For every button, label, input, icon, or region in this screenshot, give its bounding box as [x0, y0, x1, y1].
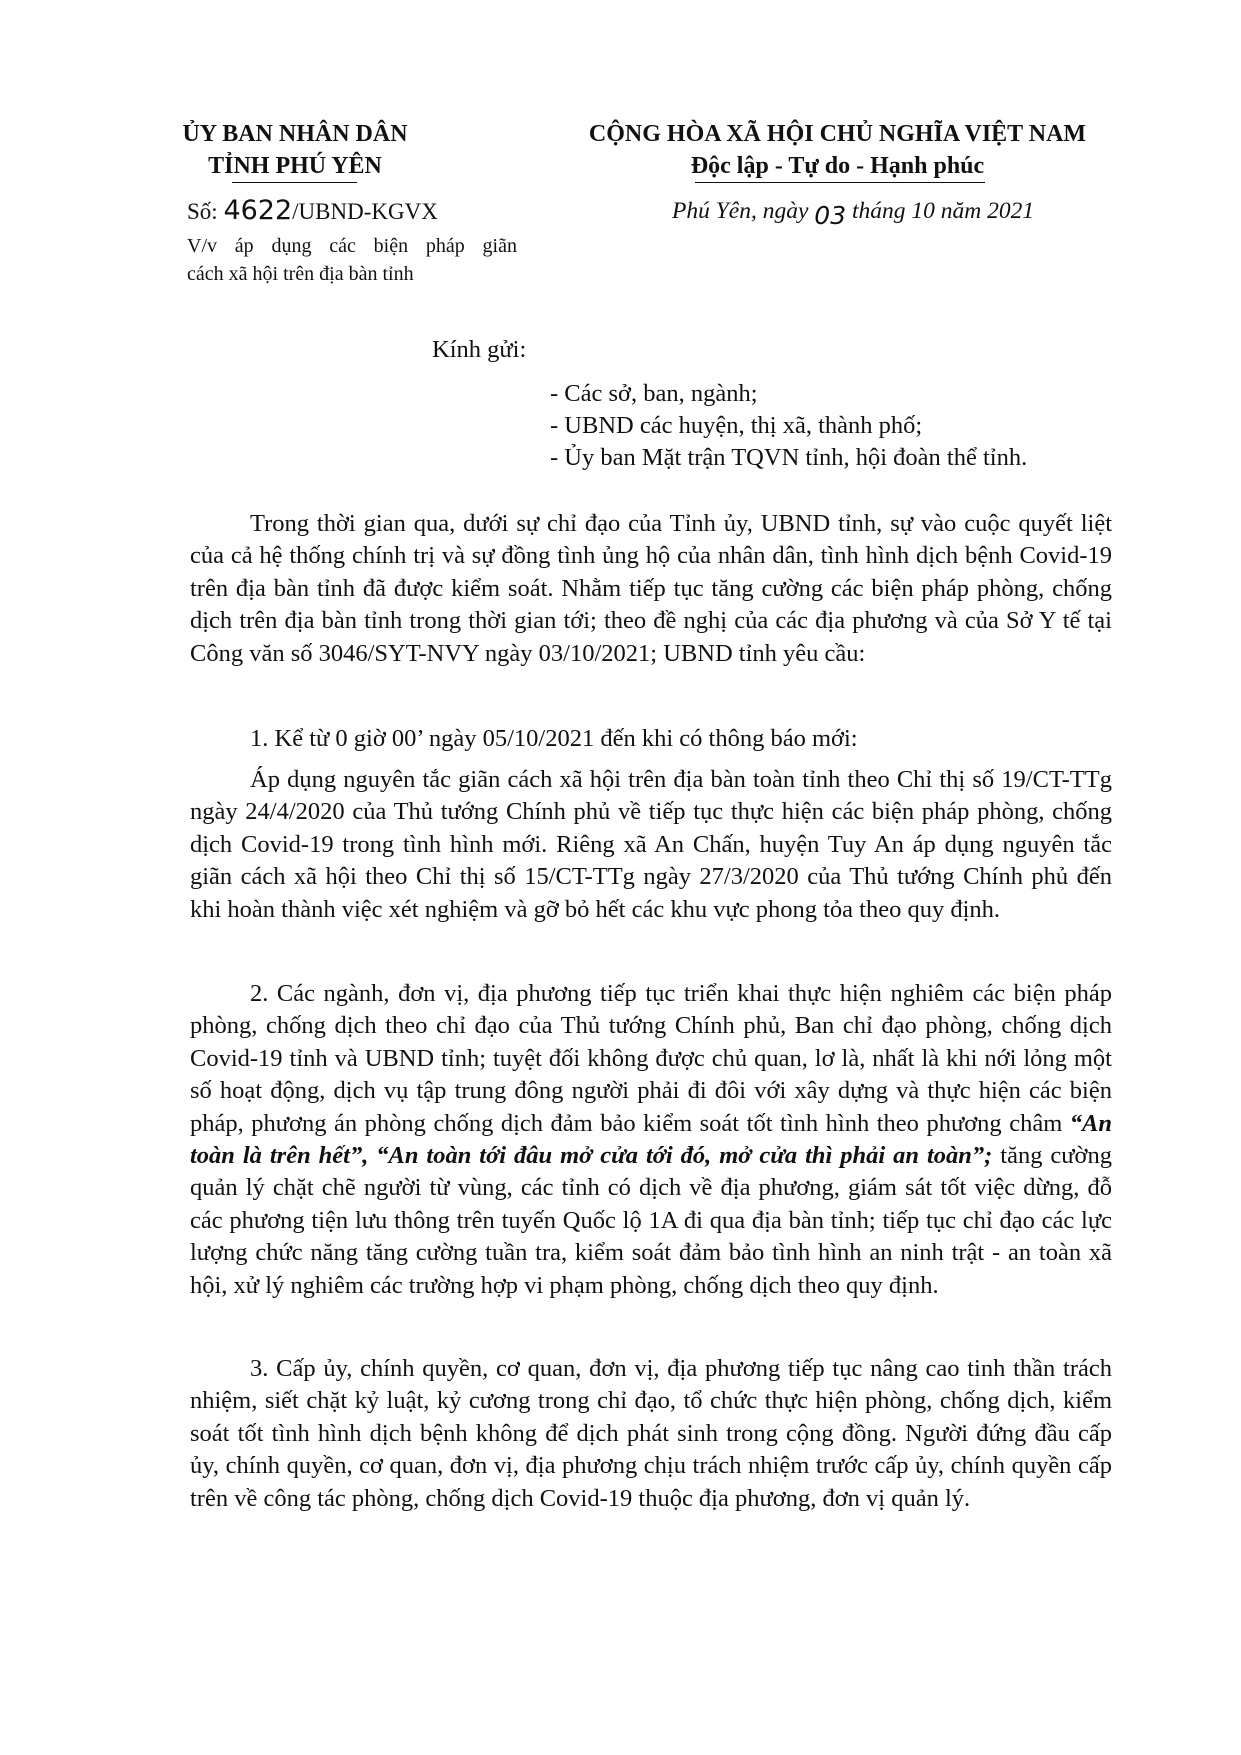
doc-number-value: 4622 [223, 195, 293, 226]
subject-line-1: V/v áp dụng các biện pháp giãn [187, 235, 517, 257]
date-day: 03 [814, 201, 847, 230]
item-2-text-end: tăng cường quản lý chặt chẽ người từ vùng, các tỉnh có dịch về địa phương, giám sát tốt việc dừng, đỗ các phương tiện lưu thông trên tuyến Quốc lộ 1A đi qua địa bàn tỉnh; tiếp tục chỉ đạo các lực lượng chức năng tăng cường tuần tra, kiểm soát đảm bảo tình hình an ninh trật - an toàn xã hội, xử lý nghiêm các trường hợp vi phạm phòng, chống dịch theo quy định. [190, 1142, 1113, 1299]
document-number [187, 196, 438, 227]
recipients-label: Kính gửi: [432, 336, 527, 363]
doc-number-prefix: Số: [187, 199, 218, 224]
national-title: CỘNG HÒA XÃ HỘI CHỦ NGHĨA VIỆT NAM [588, 121, 1087, 147]
document-subject-2 [187, 260, 517, 288]
item-2-text-start: 2. Các ngành, đơn vị, địa phương tiếp tục triển khai thực hiện nghiêm các biện pháp phòng, chống dịch theo chỉ đạo của Thủ tướng Chính phủ, Ban chỉ đạo phòng, chống dịch Covid-19 tỉnh và UBND tỉnh; tuyệt đối không được chủ quan, lơ là, nhất là khi nới lỏng một số hoạt động, dịch vụ tập trung đông người phải đi đôi với xây dựng và thực hiện các biện pháp, phương án phòng chống dịch đảm bảo kiểm soát tốt tình hình theo phương châm [190, 980, 1112, 1137]
issuer-header [150, 118, 440, 182]
document-subject [187, 232, 517, 260]
issuer-underline [232, 182, 357, 183]
item-2-motto: “An toàn là trên hết”, “An toàn tới đâu mở cửa tới đó, mở cửa thì phải an toàn”; [190, 1109, 1113, 1170]
item-1-paragraph: Áp dụng nguyên tắc giãn cách xã hội trên địa bàn toàn tỉnh theo Chỉ thị số 19/CT-TTg ngày 24/4/2020 của Thủ tướng Chính phủ về tiếp tục thực hiện các biện pháp phòng, chống dịch Covid-19 trong tình hình mới. Riêng xã An Chấn, huyện Tuy An áp dụng nguyên tắc giãn cách xã hội theo Chỉ thị số 15/CT-TTg ngày 27/3/2020 của Thủ tướng Chính phủ đến khi hoàn thành việc xét nghiệm và gỡ bỏ hết các khu vực phong tỏa theo quy định. [190, 766, 1112, 923]
recipient-item: - Ủy ban Mặt trận TQVN tỉnh, hội đoàn thể tỉnh. [550, 444, 1028, 471]
recipients-list [550, 378, 1150, 474]
item-1-heading: 1. Kể từ 0 giờ 00’ ngày 05/10/2021 đến khi có thông báo mới: [250, 725, 858, 752]
issuer-line-1: ỦY BAN NHÂN DÂN [182, 121, 408, 147]
date-prefix: Phú Yên, ngày [672, 198, 809, 224]
motto-underline [695, 182, 985, 183]
recipient-item: - Các sở, ban, ngành; [550, 380, 758, 407]
item-3-paragraph: 3. Cấp ủy, chính quyền, cơ quan, đơn vị, địa phương tiếp tục nâng cao tinh thần trách nhiệm, siết chặt kỷ luật, kỷ cương trong chỉ đạo, tổ chức thực hiện phòng, chống dịch, kiểm soát tốt tình hình dịch bệnh không để dịch phát sinh trong cộng đồng. Người đứng đầu cấp ủy, chính quyền, cơ quan, đơn vị, địa phương chịu trách nhiệm trước cấp ủy, chính quyền cấp trên về công tác phòng, chống dịch Covid-19 thuộc địa phương, đơn vị quản lý. [190, 1355, 1112, 1512]
intro-paragraph: Trong thời gian qua, dưới sự chỉ đạo của Tỉnh ủy, UBND tỉnh, sự vào cuộc quyết liệt của cả hệ thống chính trị và sự đồng tình ủng hộ của nhân dân, tình hình dịch bệnh Covid-19 trên địa bàn tỉnh đã được kiểm soát. Nhằm tiếp tục tăng cường các biện pháp phòng, chống dịch trên địa bàn tỉnh trong thời gian tới; theo đề nghị của các địa phương và của Sở Y tế tại Công văn số 3046/SYT-NVY ngày 03/10/2021; UBND tỉnh yêu cầu: [190, 510, 1112, 667]
doc-number-suffix: /UBND-KGVX [292, 199, 438, 224]
national-motto: Độc lập - Tự do - Hạnh phúc [690, 153, 985, 179]
document-date [672, 195, 1035, 230]
recipient-item: - UBND các huyện, thị xã, thành phố; [550, 412, 923, 439]
date-suffix: tháng 10 năm 2021 [851, 198, 1035, 224]
subject-line-2: cách xã hội trên địa bàn tỉnh [187, 263, 414, 285]
issuer-line-2: TỈNH PHÚ YÊN [208, 153, 382, 179]
item-2-paragraph [190, 978, 1112, 1302]
national-header [555, 118, 1120, 182]
